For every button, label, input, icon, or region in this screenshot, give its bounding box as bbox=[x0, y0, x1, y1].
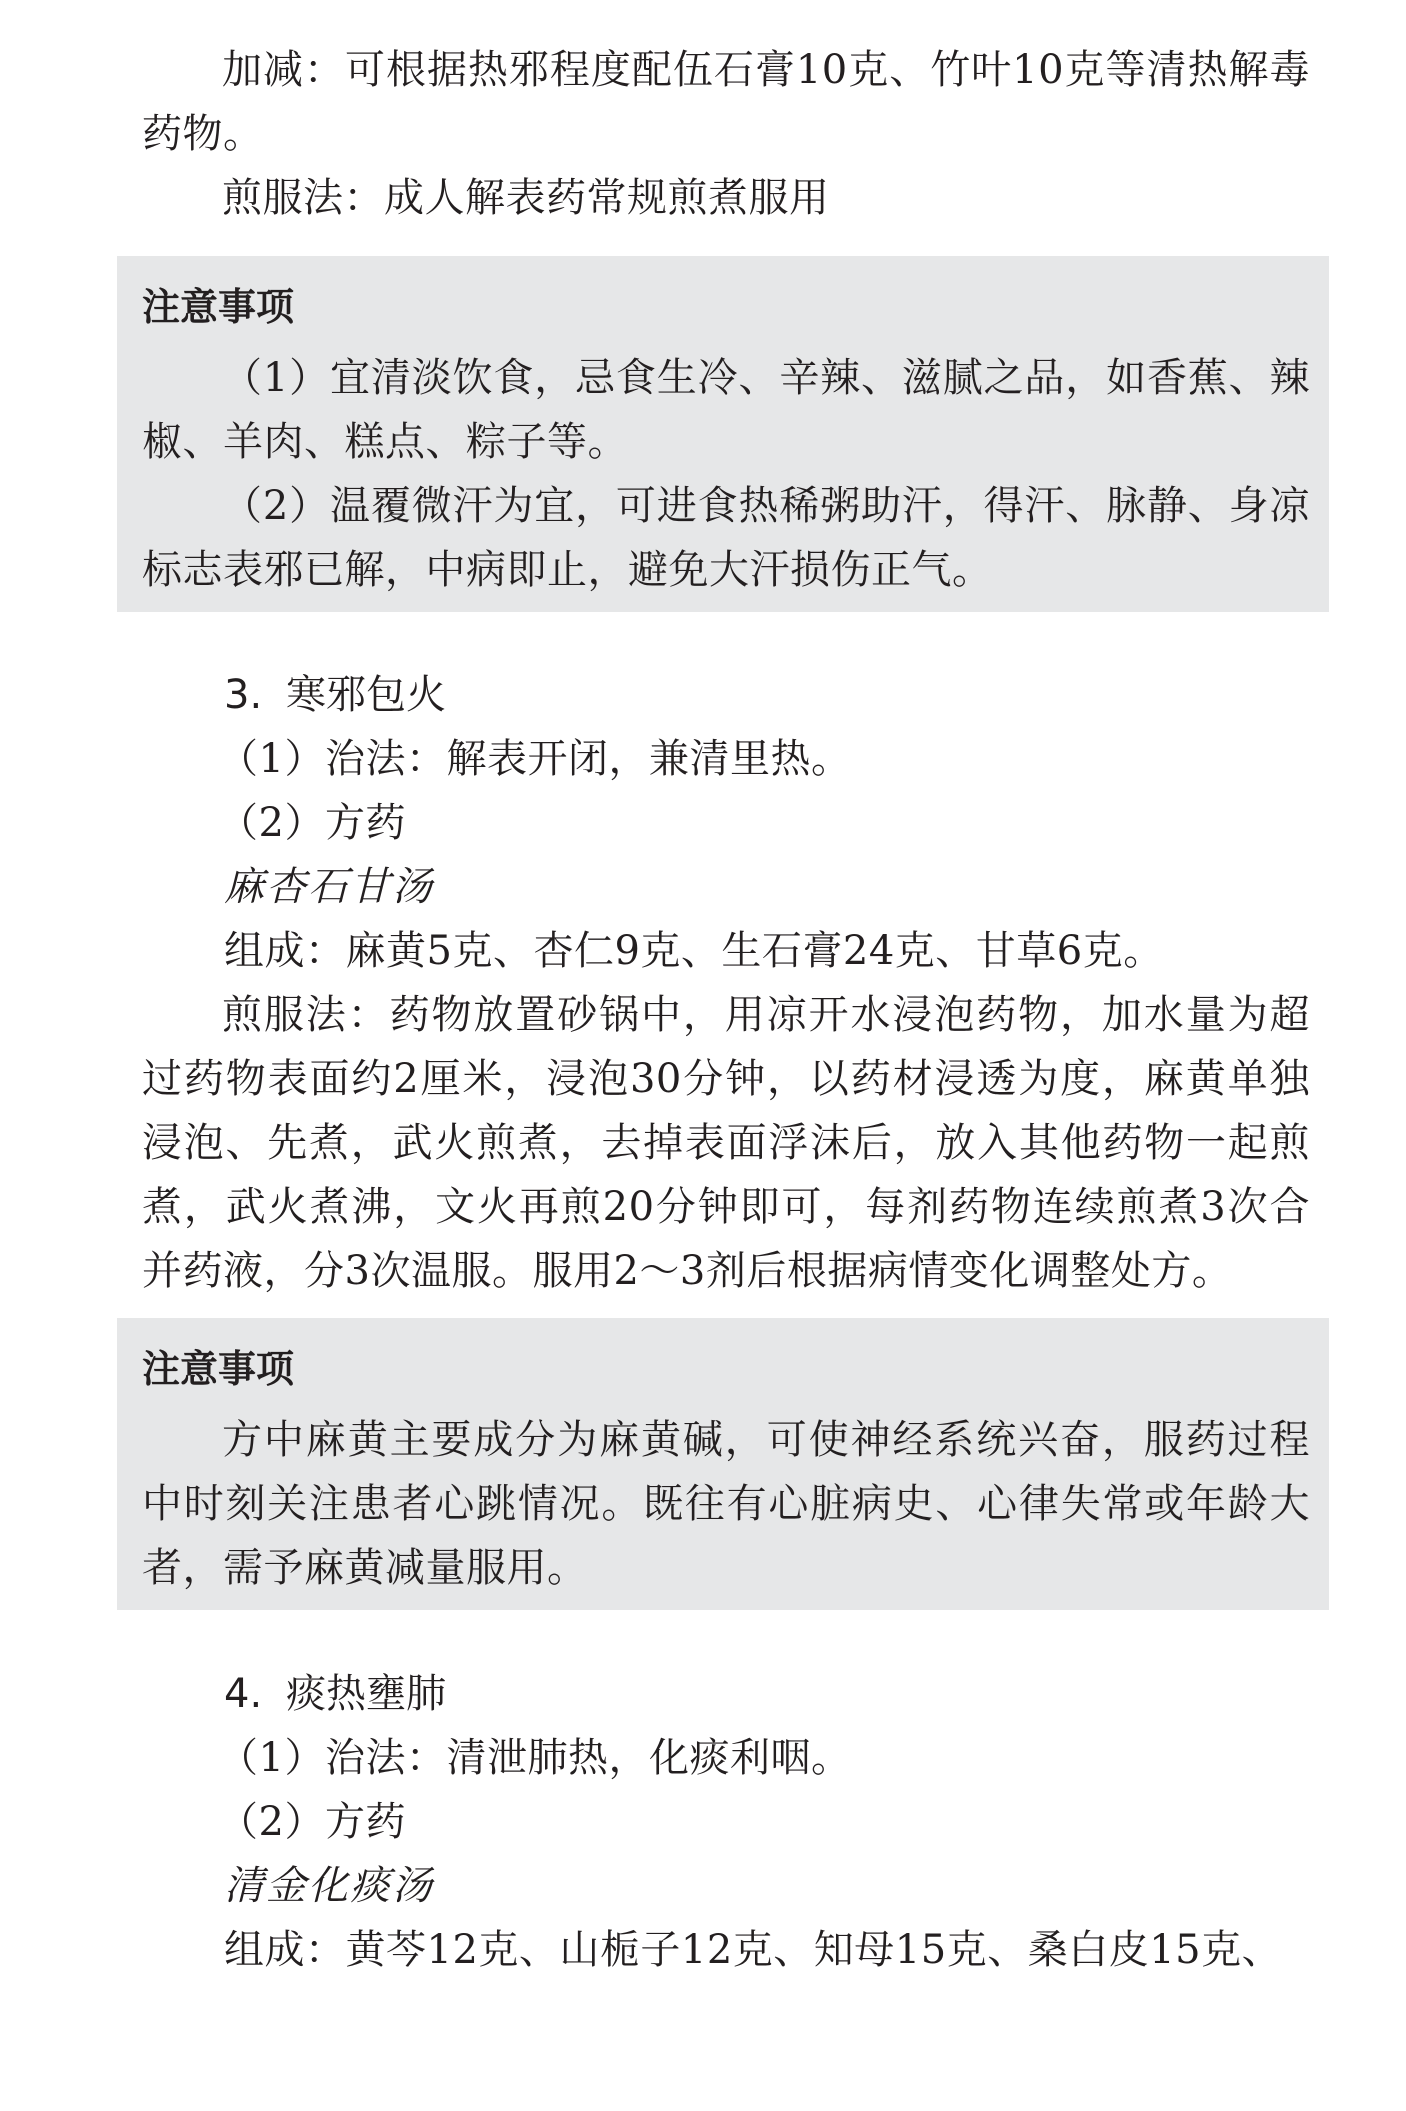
section-number: 4. bbox=[224, 1671, 263, 1717]
section-title: 痰热壅肺 bbox=[286, 1671, 446, 1717]
section-3-formula-name: 麻杏石甘汤 bbox=[224, 864, 434, 910]
notice-item-1: （1）宜清淡饮食，忌食生冷、辛辣、滋腻之品，如香蕉、辣椒、羊肉、糕点、粽子等。 bbox=[142, 355, 1310, 465]
notice-item-2: （2）温覆微汗为宜，可进食热稀粥助汗，得汗、脉静、身凉标志表邪已解，中病即止，避免大汗损伤正气。 bbox=[142, 483, 1310, 593]
section-4-zhifa: （1）治法：清泄肺热，化痰利咽。 bbox=[218, 1735, 852, 1781]
section-title: 寒邪包火 bbox=[286, 672, 446, 718]
section-3-zhifa: （1）治法：解表开闭，兼清里热。 bbox=[218, 736, 852, 782]
notice-title: 注意事项 bbox=[142, 1347, 295, 1391]
notice-text: 方中麻黄主要成分为麻黄碱，可使神经系统兴奋，服药过程中时刻关注患者心跳情况。既往有心脏病史、心律失常或年龄大者，需予麻黄减量服用。 bbox=[142, 1417, 1310, 1591]
section-3-fangyao: （2）方药 bbox=[218, 800, 406, 846]
notice-box-1 bbox=[117, 256, 1329, 612]
section-4-zucheng: 组成：黄芩12克、山栀子12克、知母15克、桑白皮15克、 bbox=[224, 1927, 1283, 1973]
section-4-formula-name: 清金化痰汤 bbox=[224, 1863, 434, 1909]
jiajian-paragraph: 加减：可根据热邪程度配伍石膏10克、竹叶10克等清热解毒药物。 bbox=[142, 47, 1310, 157]
section-4-heading bbox=[224, 1662, 446, 1726]
section-4-fangyao: （2）方药 bbox=[218, 1799, 406, 1845]
section-3-zucheng: 组成：麻黄5克、杏仁9克、生石膏24克、甘草6克。 bbox=[224, 928, 1164, 974]
section-number: 3. bbox=[224, 672, 263, 718]
jianfufa-paragraph: 煎服法：成人解表药常规煎煮服用 bbox=[222, 175, 830, 221]
notice-box-2 bbox=[117, 1318, 1329, 1610]
notice-title: 注意事项 bbox=[142, 285, 295, 329]
section-3-heading bbox=[224, 663, 446, 727]
section-3-jianfufa: 煎服法：药物放置砂锅中，用凉开水浸泡药物，加水量为超过药物表面约2厘米，浸泡30分钟，以药材浸透为度，麻黄单独浸泡、先煮，武火煎煮，去掉表面浮沫后，放入其他药物一起煎煮，武火煮沸，文火再煎20分钟即可，每剂药物连续煎煮3次合并药液，分3次温服。服用2～3剂后根据病情变化调整处方。 bbox=[142, 992, 1310, 1294]
